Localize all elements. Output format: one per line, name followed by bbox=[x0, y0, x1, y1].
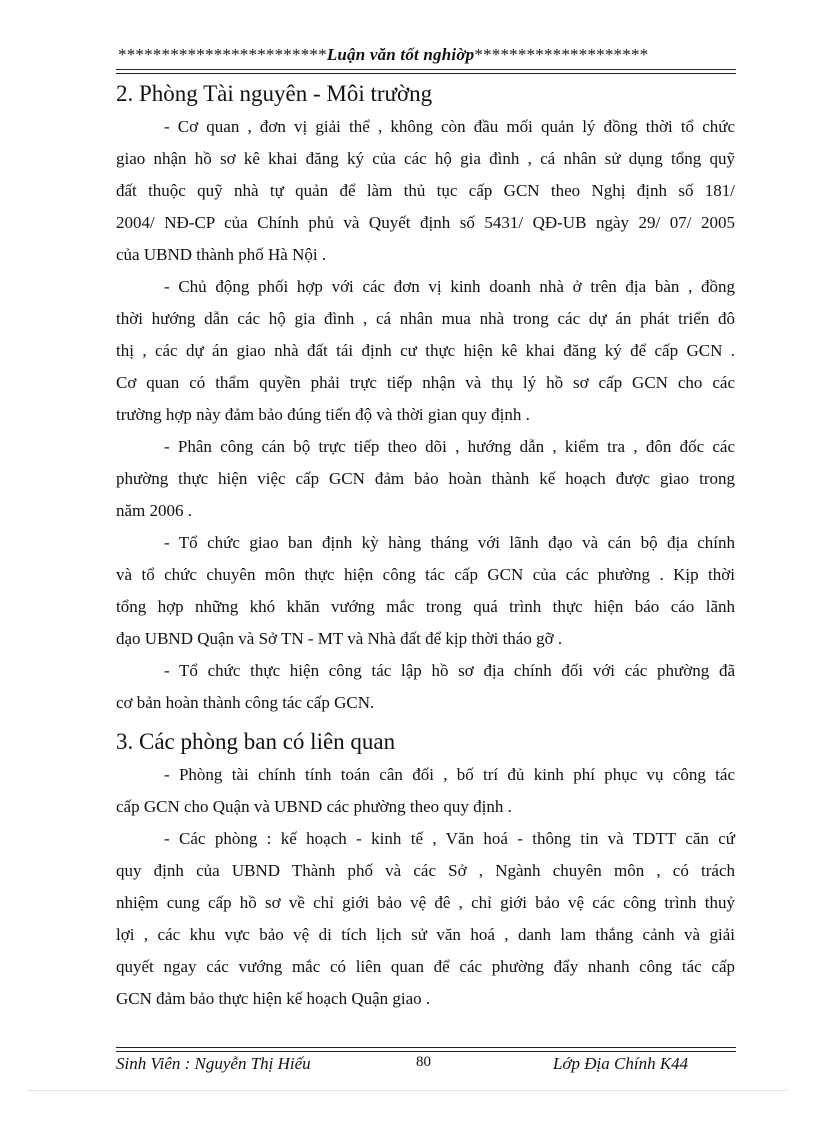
paragraph-line: trường hợp này đảm bảo đúng tiến độ và thời gian quy định . bbox=[116, 405, 530, 424]
paragraph-line: quy định của UBND Thành phố và các Sở , Ngành chuyên môn , có trách bbox=[116, 861, 735, 880]
page-bottom-border bbox=[28, 1090, 788, 1091]
paragraph bbox=[116, 527, 735, 655]
paragraph-line: của UBND thành phố Hà Nội . bbox=[116, 245, 327, 264]
paragraph-line: 2004/ NĐ-CP của Chính phủ và Quyết định số 5431/ QĐ-UB ngày 29/ 07/ 2005 bbox=[116, 213, 735, 232]
paragraph-line: quyết ngay các vướng mắc có liên quan để các phường đẩy nhanh công tác cấp bbox=[116, 957, 735, 976]
header-rule-top bbox=[116, 69, 736, 70]
header-rule-bottom bbox=[116, 73, 736, 74]
paragraph-line: năm 2006 . bbox=[116, 501, 193, 520]
paragraph-line: - Phòng tài chính tính toán cân đối , bố trí đủ kinh phí phục vụ công tác bbox=[164, 765, 735, 784]
page-body bbox=[116, 77, 735, 1015]
section-2-heading: 2. Phòng Tài nguyên - Môi trường bbox=[116, 81, 433, 106]
paragraph-line: Cơ quan có thẩm quyền phải trực tiếp nhận và thụ lý hồ sơ cấp GCN cho các bbox=[116, 373, 735, 392]
section-2-body bbox=[116, 111, 735, 719]
paragraph bbox=[116, 823, 735, 1015]
section-3-body bbox=[116, 759, 735, 1015]
paragraph-line: - Tổ chức giao ban định kỳ hàng tháng với lãnh đạo và cán bộ địa chính bbox=[164, 533, 735, 552]
paragraph-line: thời hướng dẫn các hộ gia đình , cá nhân mua nhà trong các dự án phát triển đô bbox=[116, 309, 735, 328]
footer-student-name: Sinh Viên : Nguyễn Thị Hiếu bbox=[116, 1054, 311, 1073]
paragraph-line: - Các phòng : kế hoạch - kinh tế , Văn hoá - thông tin và TDTT căn cứ bbox=[164, 829, 735, 848]
paragraph-line: - Cơ quan , đơn vị giải thể , không còn đầu mối quản lý đồng thời tổ chức bbox=[164, 117, 735, 136]
paragraph-line: - Tổ chức thực hiện công tác lập hồ sơ địa chính đối với các phường đã bbox=[164, 661, 735, 680]
paragraph bbox=[116, 111, 735, 271]
header-title: Luận văn tốt nghiờp bbox=[326, 45, 475, 64]
paragraph bbox=[116, 655, 735, 719]
page-number: 80 bbox=[416, 1054, 431, 1070]
header-stars-right: ******************** bbox=[474, 45, 649, 64]
paragraph-line: cấp GCN cho Quận và UBND các phường theo quy định . bbox=[116, 797, 512, 816]
paragraph-line: GCN đảm bảo thực hiện kế hoạch Quận giao . bbox=[116, 989, 431, 1008]
paragraph bbox=[116, 271, 735, 431]
footer-rule-bottom bbox=[116, 1051, 736, 1052]
footer-rule-top bbox=[116, 1047, 736, 1048]
paragraph-line: - Phân công cán bộ trực tiếp theo dõi , hướng dẫn , kiểm tra , đôn đốc các bbox=[164, 437, 735, 456]
paragraph-line: lợi , các khu vực bảo vệ di tích lịch sử văn hoá , danh lam thắng cảnh và giải bbox=[116, 925, 735, 944]
paragraph-line: tổng hợp những khó khăn vướng mắc trong quá trình thực hiện báo cáo lãnh bbox=[116, 597, 735, 616]
paragraph bbox=[116, 759, 735, 823]
section-3-heading: 3. Các phòng ban có liên quan bbox=[116, 729, 396, 754]
paragraph-line: đạo UBND Quận và Sở TN - MT và Nhà đất để kịp thời tháo gỡ . bbox=[116, 629, 563, 648]
paragraph-line: - Chủ động phối hợp với các đơn vị kinh doanh nhà ở trên địa bàn , đồng bbox=[164, 277, 735, 296]
page-header bbox=[118, 44, 735, 66]
footer-class-name: Lớp Địa Chính K44 bbox=[553, 1054, 689, 1073]
paragraph-line: giao nhận hồ sơ kê khai đăng ký của các hộ gia đình , cá nhân sử dụng tổng quỹ bbox=[116, 149, 735, 168]
paragraph-line: đất thuộc quỹ nhà tự quản để làm thủ tục cấp GCN theo Nghị định số 181/ bbox=[116, 181, 735, 200]
paragraph bbox=[116, 431, 735, 527]
paragraph-line: nhiệm cung cấp hồ sơ về chỉ giới bảo vệ đê , chỉ giới bảo vệ các công trình thuỷ bbox=[116, 893, 735, 912]
paragraph-line: cơ bản hoàn thành công tác cấp GCN. bbox=[116, 693, 375, 712]
paragraph-line: thị , các dự án giao nhà đất tái định cư thực hiện kê khai đăng ký để cấp GCN . bbox=[116, 341, 735, 360]
paragraph-line: và tổ chức chuyên môn thực hiện công tác cấp GCN của các phường . Kịp thời bbox=[116, 565, 735, 584]
header-stars-left: ************************ bbox=[118, 45, 327, 64]
paragraph-line: phường thực hiện việc cấp GCN đảm bảo hoàn thành kế hoạch được giao trong bbox=[116, 469, 735, 488]
